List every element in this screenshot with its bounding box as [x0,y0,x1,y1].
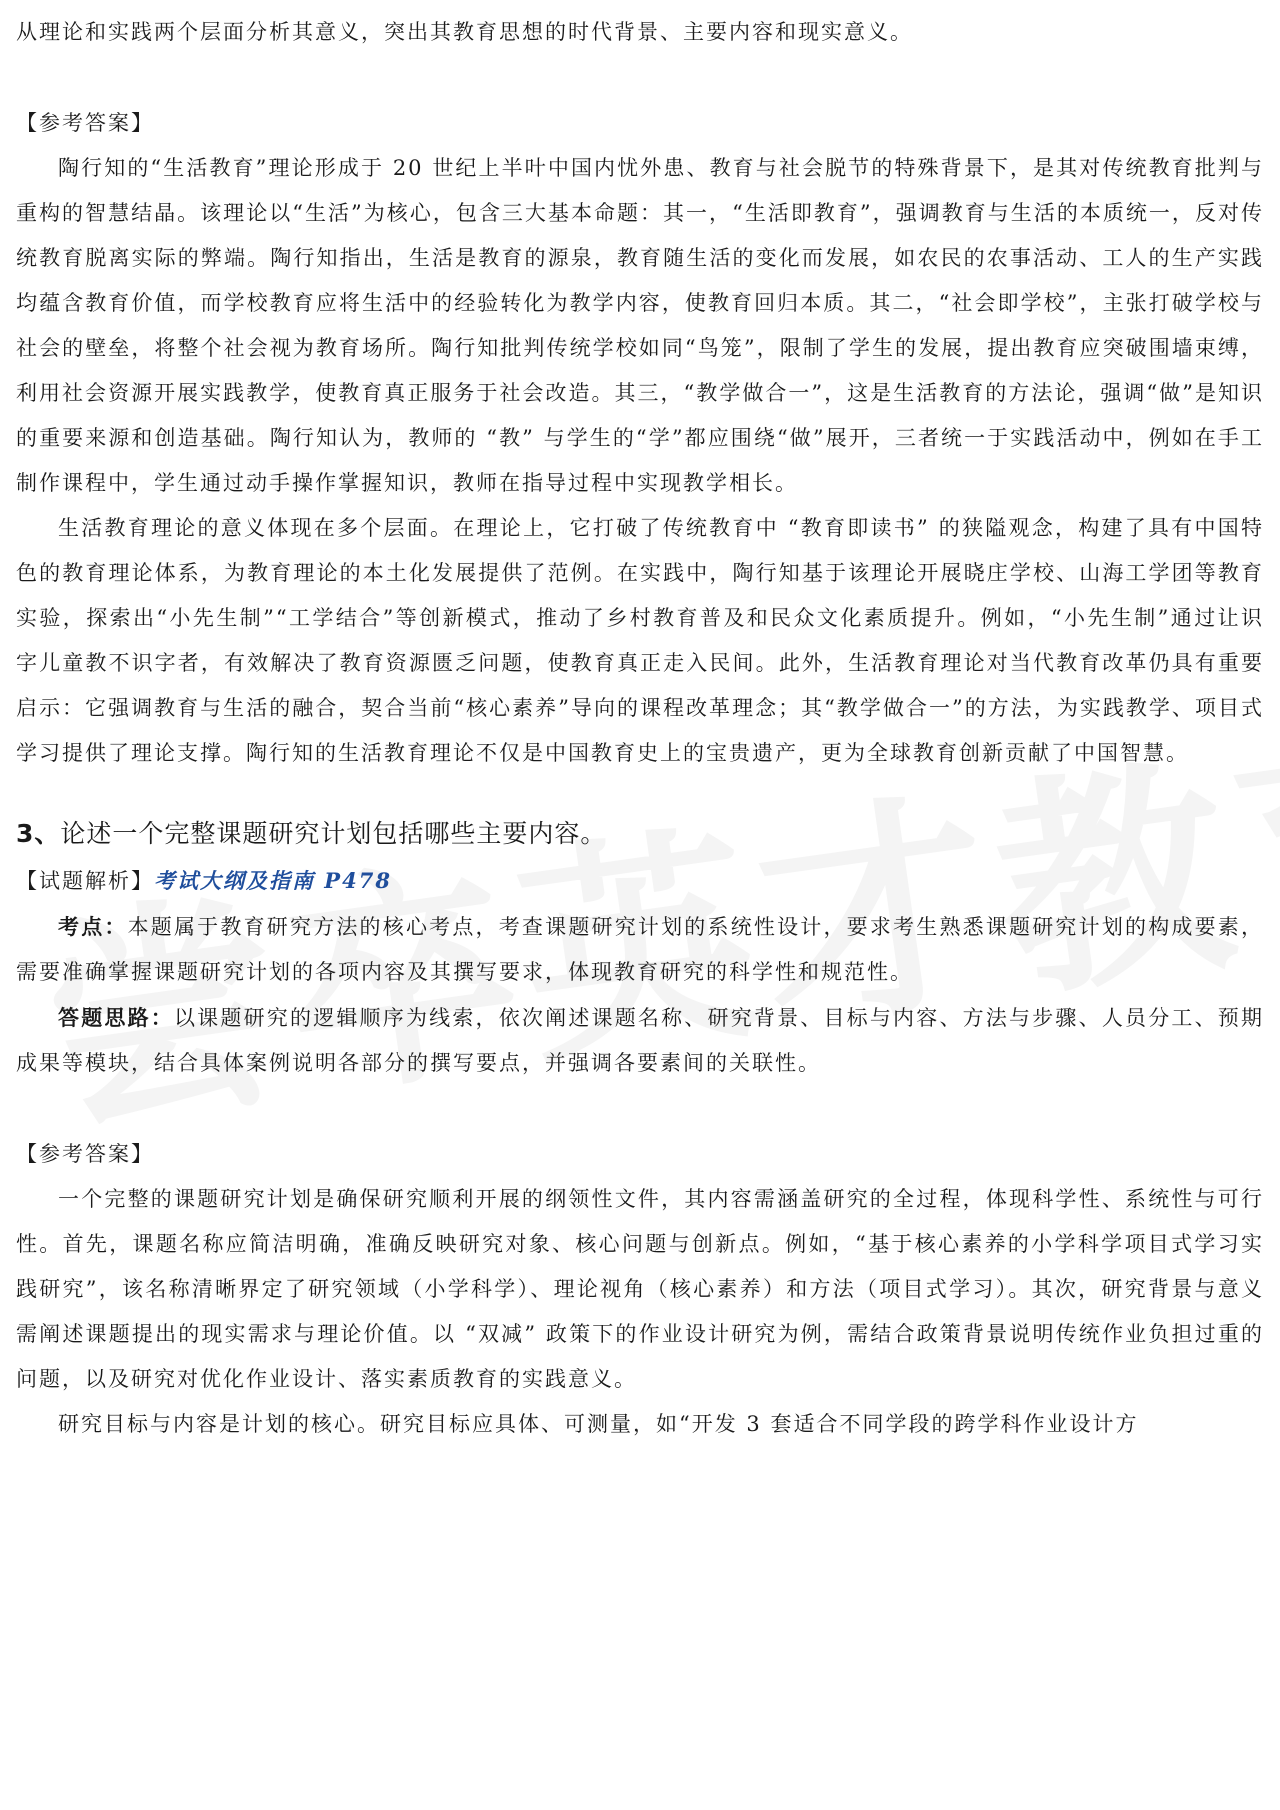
analysis-label: 【试题解析】 [16,869,154,893]
answer-paragraph: 一个完整的课题研究计划是确保研究顺利开展的纲领性文件，其内容需涵盖研究的全过程，体现科学性、系统性与可行性。首先，课题名称应简洁明确，准确反映研究对象、核心问题与创新点。例如，“基于核心素养的小学科学项目式学习实践研究”，该名称清晰界定了研究领域（小学科学）、理论视角（核心素养）和方法（项目式学习）。其次，研究背景与意义需阐述课题提出的现实需求与理论价值。以 “双减” 政策下的作业设计研究为例，需结合政策背景说明传统作业负担过重的问题，以及研究对优化作业设计、落实素质教育的实践意义。 [16,1187,1264,1391]
answer-label: 【参考答案】 [16,111,154,135]
silu-label: 答题思路： [58,1005,174,1030]
intro-line: 从理论和实践两个层面分析其意义，突出其教育思想的时代背景、主要内容和现实意义。 [16,20,913,44]
document-content [16,10,1264,1447]
silu-paragraph [16,995,1264,1086]
syllabus-reference-link[interactable]: 考试大纲及指南 P478 [154,868,392,893]
silu-text: 以课题研究的逻辑顺序为线索，依次阐述课题名称、研究背景、目标与内容、方法与步骤、人员分工、预期成果等模块，结合具体案例说明各部分的撰写要点，并强调各要素间的关联性。 [16,1006,1264,1075]
analysis-header [16,858,1264,904]
kaodian-text: 本题属于教育研究方法的核心考点，考查课题研究计划的系统性设计，要求考生熟悉课题研究计划的构成要素，需要准确掌握课题研究计划的各项内容及其撰写要求，体现教育研究的科学性和规范性。 [16,915,1265,984]
kaodian-label: 考点： [58,914,128,939]
spacer [16,1086,1264,1132]
spacer [16,776,1264,810]
kaodian-paragraph [16,904,1264,995]
answer-label: 【参考答案】 [16,1142,154,1166]
question-title [16,810,1264,858]
answer-paragraph: 研究目标与内容是计划的核心。研究目标应具体、可测量，如“开发 3 套适合不同学段的跨学科作业设计方 [58,1412,1139,1436]
answer-paragraph: 生活教育理论的意义体现在多个层面。在理论上，它打破了传统教育中 “教育即读书” 的狭隘观念，构建了具有中国特色的教育理论体系，为教育理论的本土化发展提供了范例。在实践中，陶行知基于该理论开展晓庄学校、山海工学团等教育实验，探索出“小先生制”“工学结合”等创新模式，推动了乡村教育普及和民众文化素质提升。例如，“小先生制”通过让识字儿童教不识字者，有效解决了教育资源匮乏问题，使教育真正走入民间。此外，生活教育理论对当代教育改革仍具有重要启示：它强调教育与生活的融合，契合当前“核心素养”导向的课程改革理念；其“教学做合一”的方法，为实践教学、项目式学习提供了理论支撑。陶行知的生活教育理论不仅是中国教育史上的宝贵遗产，更为全球教育创新贡献了中国智慧。 [16,516,1264,765]
answer-paragraph: 陶行知的“生活教育”理论形成于 20 世纪上半叶中国内忧外患、教育与社会脱节的特殊背景下，是其对传统教育批判与重构的智慧结晶。该理论以“生活”为核心，包含三大基本命题：其一，“生活即教育”，强调教育与生活的本质统一，反对传统教育脱离实际的弊端。陶行知指出，生活是教育的源泉，教育随生活的变化而发展，如农民的农事活动、工人的生产实践均蕴含教育价值，而学校教育应将生活中的经验转化为教学内容，使教育回归本质。其二，“社会即学校”，主张打破学校与社会的壁垒，将整个社会视为教育场所。陶行知批判传统学校如同“鸟笼”，限制了学生的发展，提出教育应突破围墙束缚，利用社会资源开展实践教学，使教育真正服务于社会改造。其三，“教学做合一”，这是生活教育的方法论，强调“做”是知识的重要来源和创造基础。陶行知认为，教师的 “教” 与学生的“学”都应围绕“做”展开，三者统一于实践活动中，例如在手工制作课程中，学生通过动手操作掌握知识，教师在指导过程中实现教学相长。 [16,156,1264,495]
question-text: 论述一个完整课题研究计划包括哪些主要内容。 [60,819,607,848]
question-number: 3、 [16,819,61,848]
spacer [16,55,1264,101]
